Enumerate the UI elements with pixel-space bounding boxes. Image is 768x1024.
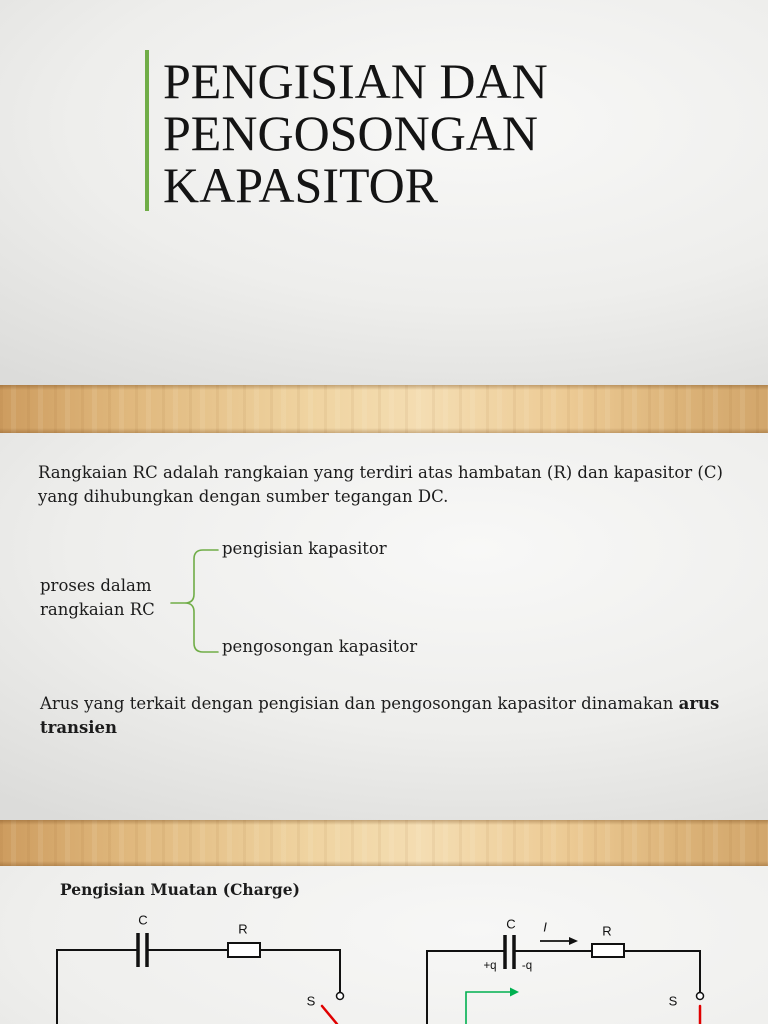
switch-open xyxy=(322,1006,337,1024)
branch-label-discharging: pengosongan kapasitor xyxy=(222,637,418,656)
brace-path xyxy=(171,550,218,652)
process-root-label: proses dalam rangkaian RC xyxy=(40,576,155,619)
negative-charge-label: -q xyxy=(521,960,533,972)
positive-charge-label: +q xyxy=(483,960,497,972)
current-arrow-head xyxy=(569,937,578,945)
charge-flow-arrow-head xyxy=(510,988,519,997)
resistor xyxy=(228,943,260,957)
note-text: Arus yang terkait dengan pengisian dan pengosongan kapasitor dinamakan xyxy=(40,694,674,713)
circuit-charging xyxy=(427,917,704,1024)
resistor-label: R xyxy=(238,921,248,937)
switch-terminal xyxy=(337,993,344,1000)
circuit-wire xyxy=(57,950,340,1024)
charging-slide xyxy=(0,866,768,1024)
transient-current-note xyxy=(40,692,760,740)
rc-circuit-slide xyxy=(0,433,768,820)
branch-label-charging: pengisian kapasitor xyxy=(222,539,387,558)
switch-label: S xyxy=(306,993,316,1009)
circuit-wire xyxy=(427,951,700,1024)
circuit-diagrams xyxy=(0,866,768,1024)
intro-line: Rangkaian RC adalah rangkaian yang terdiri atas hambatan (R) dan kapasitor (C) xyxy=(38,463,723,482)
capacitor-label: C xyxy=(506,916,516,932)
capacitor-label: C xyxy=(138,912,148,928)
note-term: arus transien xyxy=(40,694,720,737)
resistor-label: R xyxy=(602,923,612,939)
switch-label: S xyxy=(668,993,678,1009)
slide-separator xyxy=(0,820,768,866)
curly-brace-connector xyxy=(0,433,768,820)
charge-flow-arrow-shaft xyxy=(466,992,511,1024)
current-label: I xyxy=(543,919,547,935)
title-slide xyxy=(0,0,768,385)
slide-title: PENGISIAN DAN PENGOSONGAN KAPASITOR xyxy=(163,53,548,213)
circuit-before-charging xyxy=(57,913,344,1024)
resistor xyxy=(592,944,624,957)
slide-separator xyxy=(0,385,768,433)
switch-terminal xyxy=(697,993,704,1000)
title-accent-bar xyxy=(145,50,149,211)
slide-heading: Pengisian Muatan (Charge) xyxy=(60,880,300,899)
intro-line: yang dihubungkan dengan sumber tegangan DC. xyxy=(38,487,449,506)
